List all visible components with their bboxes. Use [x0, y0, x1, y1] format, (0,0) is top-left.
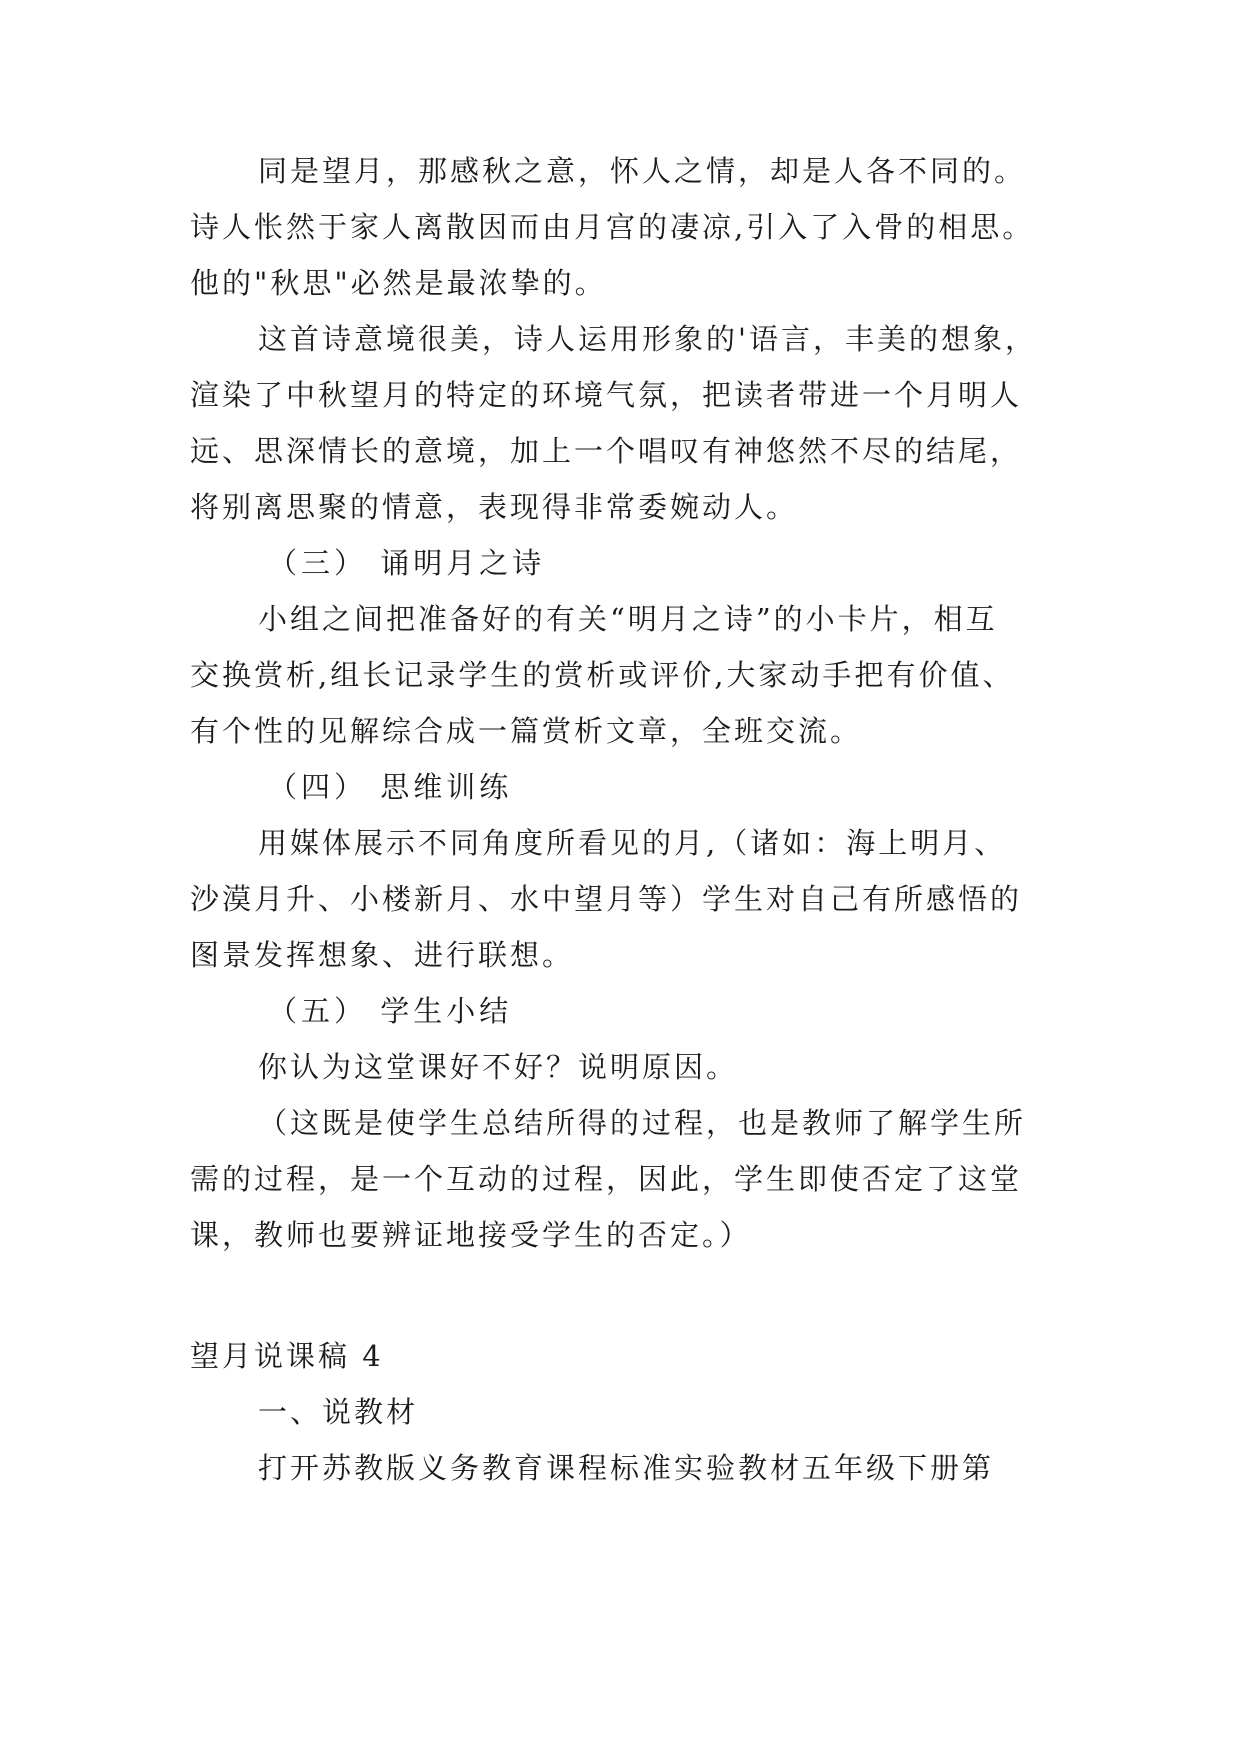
- paragraph-line: 同是望月，那感秋之意，怀人之情，却是人各不同的。: [258, 154, 1027, 188]
- paragraph-line: 需的过程，是一个互动的过程，因此，学生即使否定了这堂: [190, 1162, 1023, 1196]
- paragraph-line: 诗人怅然于家人离散因而由月宫的凄凉,引入了入骨的相思。: [190, 210, 1035, 244]
- paragraph-line: 交换赏析,组长记录学生的赏析或评价,大家动手把有价值、: [190, 658, 1015, 692]
- paragraph-line: 将别离思聚的情意，表现得非常委婉动人。: [190, 490, 799, 524]
- paragraph-line: 图景发挥想象、进行联想。: [190, 938, 575, 972]
- paragraph-line: 小组之间把准备好的有关“明月之诗”的小卡片，相互: [258, 602, 998, 636]
- section-heading: （五） 学生小结: [268, 994, 513, 1028]
- paragraph-line: 课，教师也要辨证地接受学生的否定。）: [190, 1218, 752, 1252]
- paragraph-line: 打开苏教版义务教育课程标准实验教材五年级下册第: [258, 1451, 995, 1485]
- paragraph-line: 渲染了中秋望月的特定的环境气氛，把读者带进一个月明人: [190, 378, 1023, 412]
- section-heading: 一、说教材: [258, 1395, 419, 1429]
- paragraph-line: 有个性的见解综合成一篇赏析文章，全班交流。: [190, 714, 863, 748]
- document-title: 望月说课稿 4: [190, 1339, 384, 1373]
- paragraph-line: 他的"秋思"必然是最浓挚的。: [190, 266, 607, 300]
- paragraph-line: 你认为这堂课好不好？说明原因。: [258, 1050, 739, 1084]
- paragraph-line: 用媒体展示不同角度所看见的月,（诸如：海上明月、: [258, 826, 1007, 860]
- paragraph-line: 沙漠月升、小楼新月、水中望月等）学生对自己有所感悟的: [190, 882, 1023, 916]
- section-heading: （四） 思维训练: [268, 770, 513, 804]
- paragraph-line: 远、思深情长的意境，加上一个唱叹有神悠然不尽的结尾，: [190, 434, 1023, 468]
- paragraph-line: （这既是使学生总结所得的过程，也是教师了解学生所: [258, 1106, 1027, 1140]
- section-heading: （三） 诵明月之诗: [268, 546, 546, 580]
- paragraph-line: 这首诗意境很美，诗人运用形象的'语言，丰美的想象，: [258, 322, 1037, 356]
